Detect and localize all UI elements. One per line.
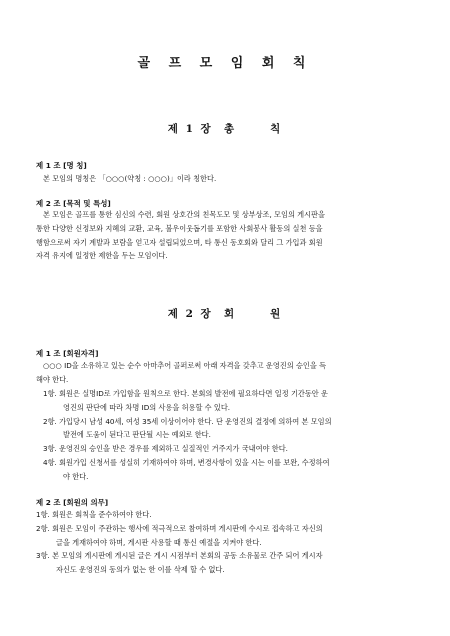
chapter-2-article-2-heading: 제 2 조 [회원의 의무]	[36, 498, 109, 507]
chapter-1-article-1-heading: 제 1 조 [명 칭]	[36, 161, 87, 170]
chapter-2-title: 제 2 장 회 원	[167, 308, 283, 320]
chapter-2-article-1-heading: 제 1 조 [회원자격]	[36, 349, 99, 358]
list-item: 3항. 운영진의 승인을 받은 경우를 제외하고 실질적인 거주지가 국내여야 한다.	[43, 444, 288, 454]
list-item-continuation: 글을 게재하여야 하며, 게시판 사용할 때 통신 예절을 지켜야 한다.	[56, 537, 262, 547]
text-line: ○○○ ID을 소유하고 있는 순수 아마추어 골퍼로써 아래 자격을 갖추고 운영진의 승인을 득	[43, 361, 327, 370]
text-line: 행함으로써 자기 계발과 보람을 얻고자 설립되었으며, 타 통신 동호회와 달리 그 가입과 회원	[36, 237, 323, 247]
chapter-1-article-2-heading: 제 2 조 [목적 및 특성]	[36, 199, 111, 208]
text-line: 자격 유지에 일정한 제한을 두는 모임이다.	[36, 251, 168, 261]
list-item: 1항. 회원은 회칙을 준수하여야 한다.	[36, 510, 152, 519]
list-item: 3항. 본 모임의 게시판에 게시된 글은 게시 시점부터 본회의 공동 소유물로 간주 되어 게시자	[36, 551, 323, 561]
text-line: 통한 다양한 신정보와 지혜의 교환, 교육, 불우이웃돕기를 포함한 사회봉사 활동의 실천 등을	[36, 223, 323, 233]
text-line: 본 모임의 명칭은 「○○○(약칭 : ○○○)」이라 칭한다.	[43, 174, 217, 183]
text-line: 해야 한다.	[36, 374, 69, 384]
chapter-2-article-1-intro	[36, 359, 327, 387]
list-item-continuation: 발전에 도움이 된다고 판단될 시는 예외로 한다.	[63, 430, 211, 440]
document-title: 골 프 모 임 회 칙	[137, 56, 313, 71]
list-item-continuation: 영진의 판단에 따라 차명 ID의 사용을 허용할 수 있다.	[63, 402, 231, 412]
list-item: 4항. 회원가입 신청서를 성실히 기재하여야 하며, 변경사항이 있을 시는 이를 보완, 수정하여	[43, 457, 330, 467]
list-item: 1항. 회원은 실명ID로 가입함을 원칙으로 한다. 본회의 발전에 필요하다면 일정 기간동안 운	[43, 389, 328, 398]
list-item-continuation: 야 한다.	[63, 471, 89, 481]
list-item-continuation: 자신도 운영진의 동의가 없는 한 이를 삭제 할 수 없다.	[56, 565, 225, 575]
list-item: 2항. 가입당시 남성 40세, 여성 35세 이상이어야 한다. 단 운영진의 결정에 의하여 본 모임의	[43, 416, 332, 426]
chapter-1-article-2-body	[36, 208, 325, 263]
chapter-1-title: 제 1 장 총 칙	[167, 123, 283, 135]
text-line: 본 모임은 골프를 통한 심신의 수련, 회원 상호간의 친목도모 및 상부상조, 모임의 게시판을	[43, 210, 325, 219]
chapter-2-article-2-items	[36, 508, 323, 577]
list-item: 2항. 회원은 모임이 주관하는 행사에 적극적으로 참여하며 게시판에 수시로 접속하고 자신의	[36, 523, 323, 533]
chapter-2-article-1-items	[43, 387, 332, 484]
chapter-1-article-1-body	[43, 172, 216, 186]
